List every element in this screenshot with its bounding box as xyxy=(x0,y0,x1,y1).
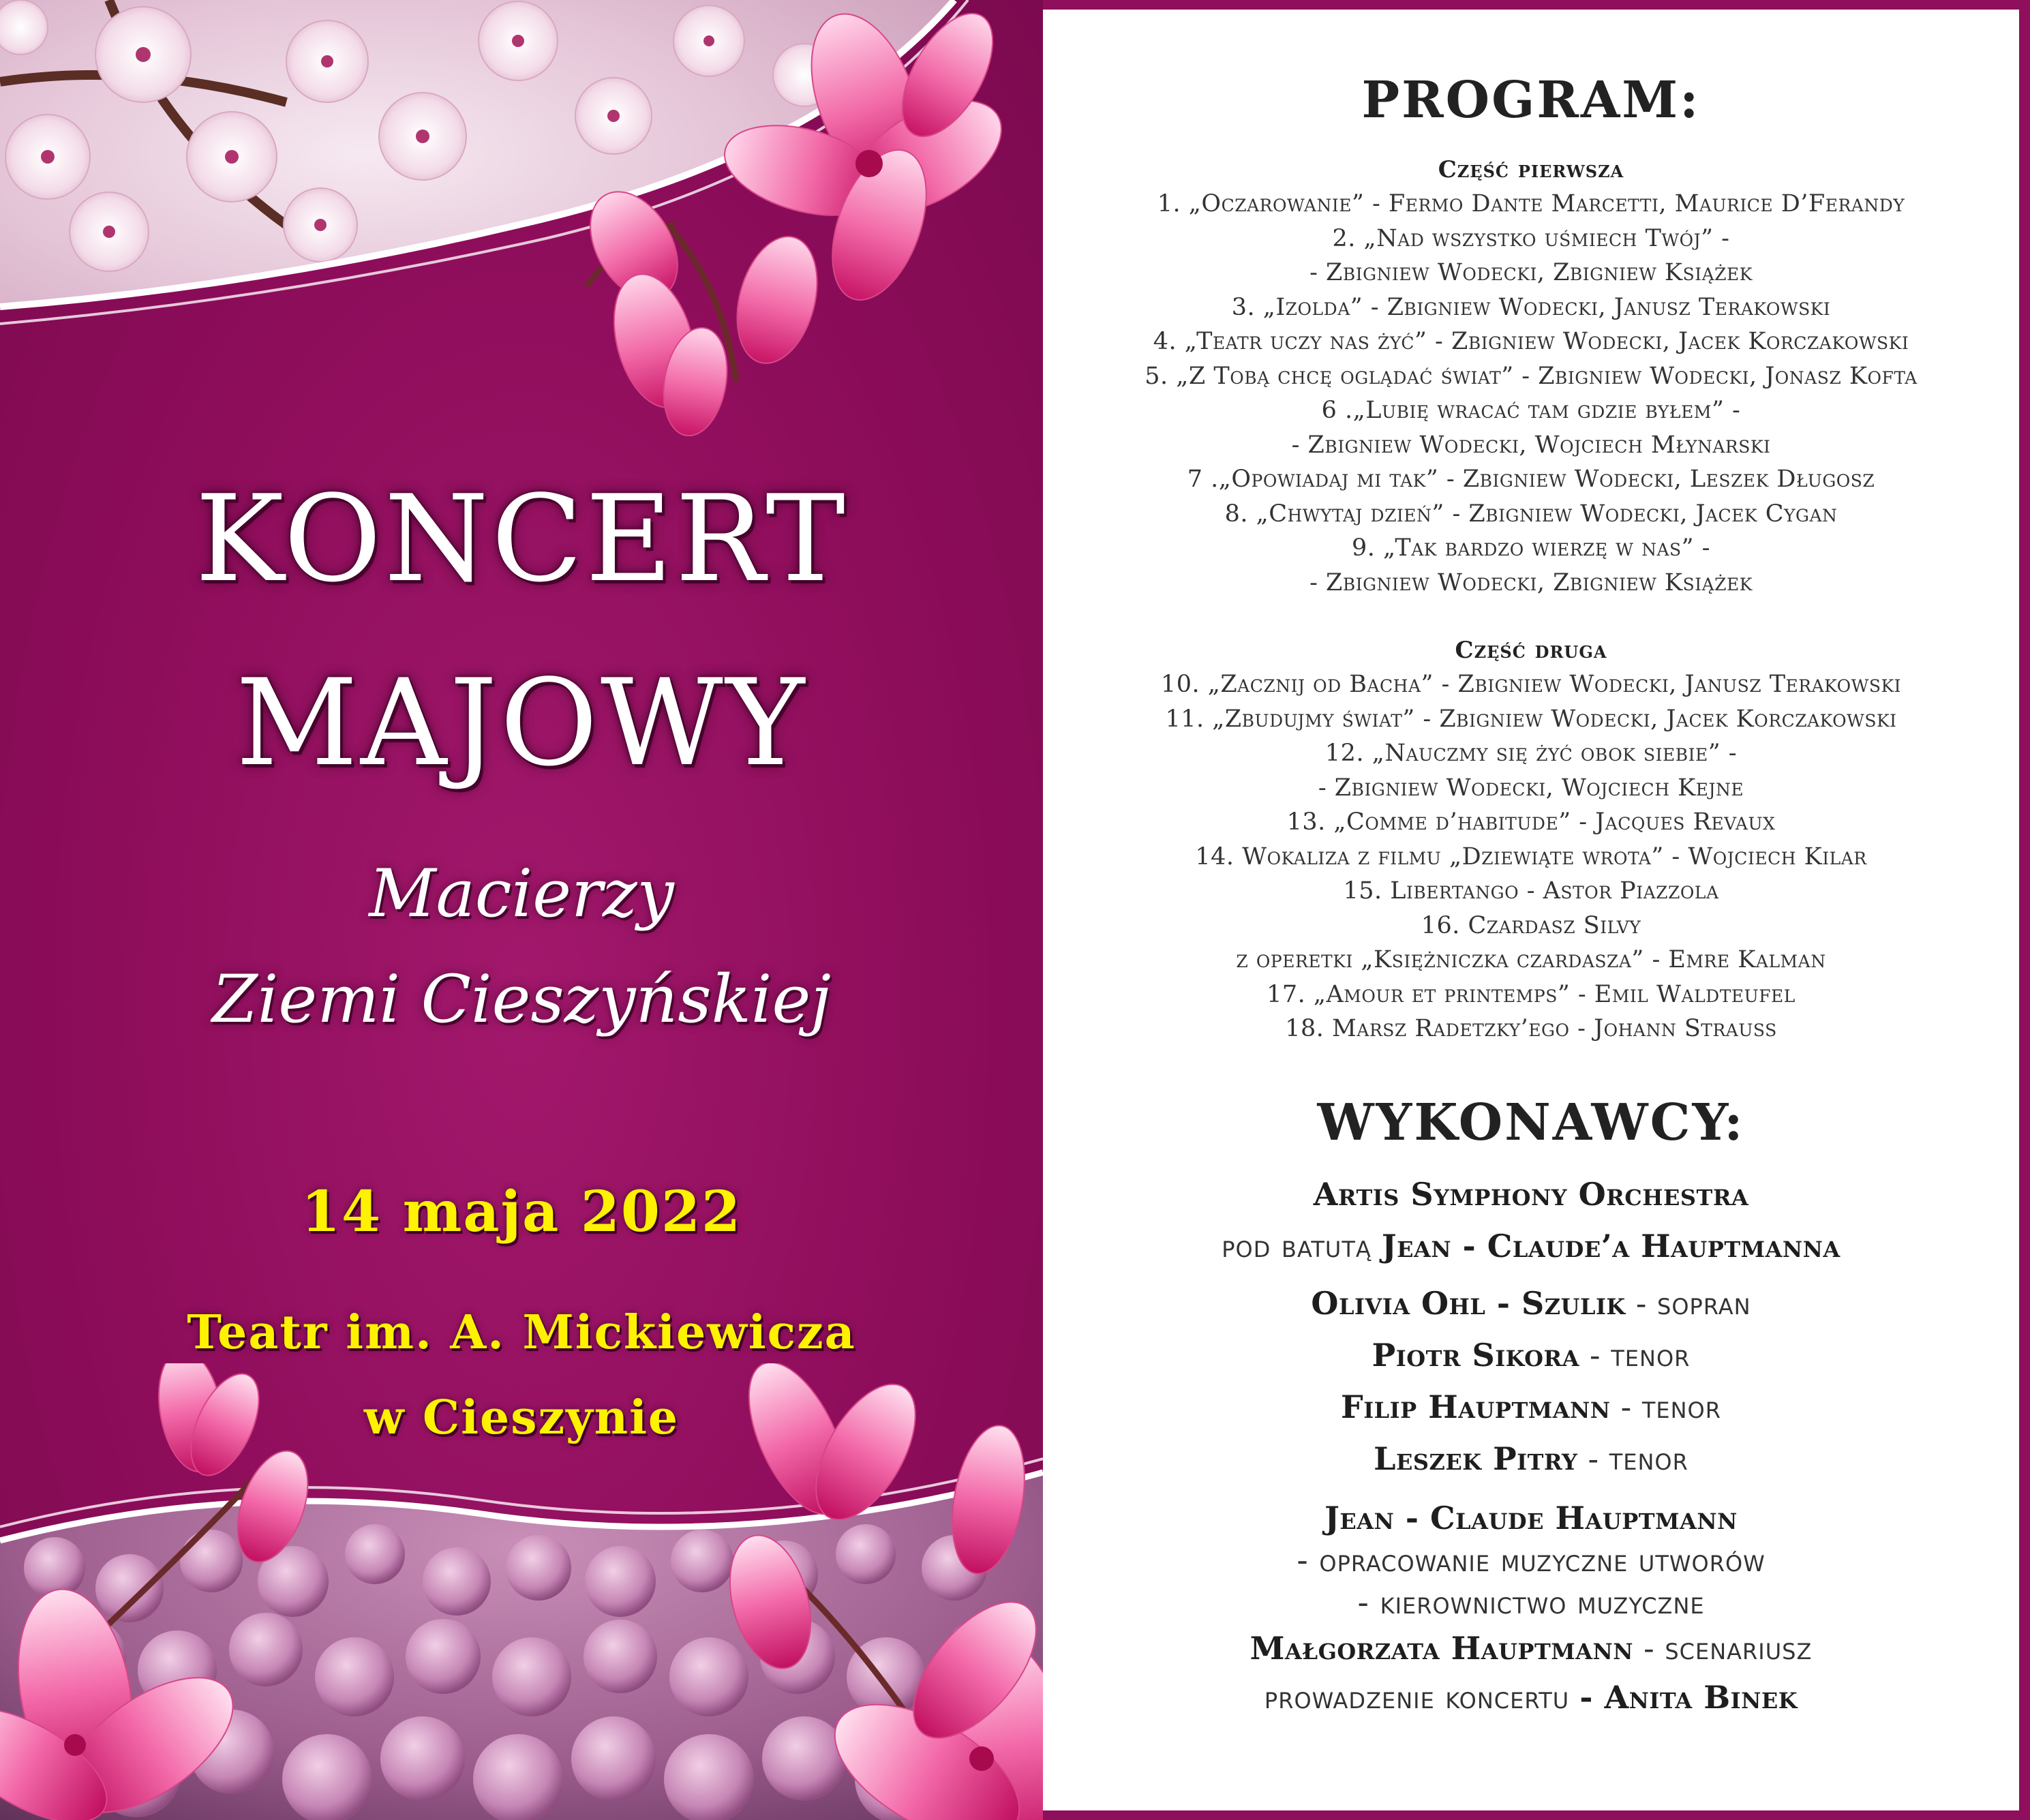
host-line: prowadzenie koncertu - Anita Binek xyxy=(1264,1679,1798,1716)
singer-name: Leszek Pitry xyxy=(1374,1440,1578,1477)
program-item: 3. „Izolda” - Zbigniew Wodecki, Janusz Terakowski xyxy=(1231,293,1831,321)
venue-line-2: w Cieszynie xyxy=(363,1391,680,1445)
arranger-role-line xyxy=(1043,1581,2019,1624)
arranger-role-2: - kierownictwo muzyczne xyxy=(1357,1584,1705,1621)
program-item: - Zbigniew Wodecki, Zbigniew Książek xyxy=(1309,568,1753,596)
arranger-role-line xyxy=(1043,1539,2019,1581)
arranger-role-1: - opracowanie muzyczne utworów xyxy=(1297,1542,1766,1579)
singer-line: Piotr Sikora - tenor xyxy=(1372,1337,1691,1374)
conductor-name: Jean - Claude’a Hauptmanna xyxy=(1381,1228,1840,1264)
singer-line: Olivia Ohl - Szulik - sopran xyxy=(1311,1285,1751,1322)
program-item: 16. Czardasz Silvy xyxy=(1421,911,1641,939)
part-one-label: Część pierwsza xyxy=(1438,156,1624,183)
program-item: - Zbigniew Wodecki, Wojciech Młynarski xyxy=(1291,431,1771,459)
performers-heading: WYKONAWCY: xyxy=(1317,1093,1745,1152)
script-role: scenariusz xyxy=(1665,1630,1813,1667)
program-item: 5. „Z Tobą chcę oglądać świat” - Zbigniew Wodecki, Jonasz Kofta xyxy=(1145,362,1918,390)
program-item: - Zbigniew Wodecki, Wojciech Kejne xyxy=(1318,774,1744,802)
program-item: 4. „Teatr uczy nas żyć” - Zbigniew Wodecki, Jacek Korczakowski xyxy=(1153,328,1909,355)
program-heading: PROGRAM: xyxy=(1361,71,1701,130)
program-item: 15. Libertango - Astor Piazzola xyxy=(1343,877,1719,905)
program-item: 17. „Amour et printemps” - Emil Waldteufel xyxy=(1267,980,1796,1008)
program-item: 12. „Nauczmy się żyć obok siebie” - xyxy=(1324,740,1738,767)
program-item: 11. „Zbudujmy świat” - Zbigniew Wodecki, Jacek Korczakowski xyxy=(1165,705,1897,733)
concert-date: 14 maja 2022 xyxy=(301,1179,742,1245)
title-koncert: KONCERT xyxy=(195,470,848,609)
program-panel xyxy=(1043,10,2019,1810)
singer-line: Leszek Pitry - tenor xyxy=(1374,1440,1688,1477)
conductor-prefix: pod batutą xyxy=(1222,1228,1372,1264)
program-item: 14. Wokaliza z filmu „Dziewiąte wrota” - Wojciech Kilar xyxy=(1195,843,1867,870)
singer-name: Filip Hauptmann xyxy=(1341,1389,1611,1425)
singer-role: tenor xyxy=(1609,1440,1688,1477)
program-item: 9. „Tak bardzo wierzę w nas” - xyxy=(1351,534,1710,562)
program-item: z operetki „Księżniczka czardasza” - Emre Kalman xyxy=(1236,946,1826,973)
program-item: - Zbigniew Wodecki, Zbigniew Książek xyxy=(1309,259,1753,286)
program-item: 18. Marsz Radetzky’ego - Johann Strauss xyxy=(1285,1015,1777,1042)
orchestra-line xyxy=(1043,1168,2019,1220)
part-two-label: Część druga xyxy=(1455,637,1607,664)
subtitle-macierzy: Macierzy xyxy=(369,855,674,932)
program-item: 7 .„Opowiadaj mi tak” - Zbigniew Wodecki, Leszek Długosz xyxy=(1187,466,1875,493)
cherry-blossom-illustration xyxy=(0,0,1043,436)
program-item: 13. „Comme d’habitude” - Jacques Revaux xyxy=(1286,808,1776,836)
script-line: Małgorzata Hauptmann - scenariusz xyxy=(1249,1630,1813,1667)
arranger-name: Jean - Claude Hauptmann xyxy=(1324,1500,1738,1536)
singer-role: tenor xyxy=(1641,1389,1721,1425)
subtitle-ziemi-cieszynskiej: Ziemi Cieszyńskiej xyxy=(211,961,832,1037)
script-author: Małgorzata Hauptmann xyxy=(1249,1630,1634,1667)
program-item: 6 .„Lubię wracać tam gdzie byłem” - xyxy=(1321,397,1741,424)
venue-line-1: Teatr im. A. Mickiewicza xyxy=(187,1305,856,1360)
performers-list xyxy=(1043,1168,2019,1722)
conductor-line xyxy=(1043,1220,2019,1272)
arranger-line xyxy=(1043,1497,2019,1539)
program-item: 1. „Oczarowanie” - Fermo Dante Marcetti, Maurice D’Ferandy xyxy=(1157,190,1905,217)
part-one-list xyxy=(1043,187,2019,600)
program-item: 10. „Zacznij od Bacha” - Zbigniew Wodecki, Janusz Terakowski xyxy=(1160,671,1902,698)
host-prefix: prowadzenie koncertu xyxy=(1264,1679,1570,1716)
host-name: Anita Binek xyxy=(1604,1679,1798,1716)
orchestra-name: Artis Symphony Orchestra xyxy=(1313,1176,1749,1213)
singer-role: tenor xyxy=(1611,1337,1691,1374)
singer-line: Filip Hauptmann - tenor xyxy=(1341,1389,1721,1425)
singer-role: sopran xyxy=(1657,1285,1751,1322)
title-majowy: MAJOWY xyxy=(235,654,808,793)
program-item: 8. „Chwytaj dzień” - Zbigniew Wodecki, Jacek Cygan xyxy=(1224,500,1838,528)
part-two-list xyxy=(1043,667,2019,1046)
singer-name: Piotr Sikora xyxy=(1372,1337,1579,1374)
singer-name: Olivia Ohl - Szulik xyxy=(1311,1285,1626,1322)
program-item: 2. „Nad wszystko uśmiech Twój” - xyxy=(1332,224,1730,252)
chive-flowers-illustration xyxy=(0,1363,1043,1820)
